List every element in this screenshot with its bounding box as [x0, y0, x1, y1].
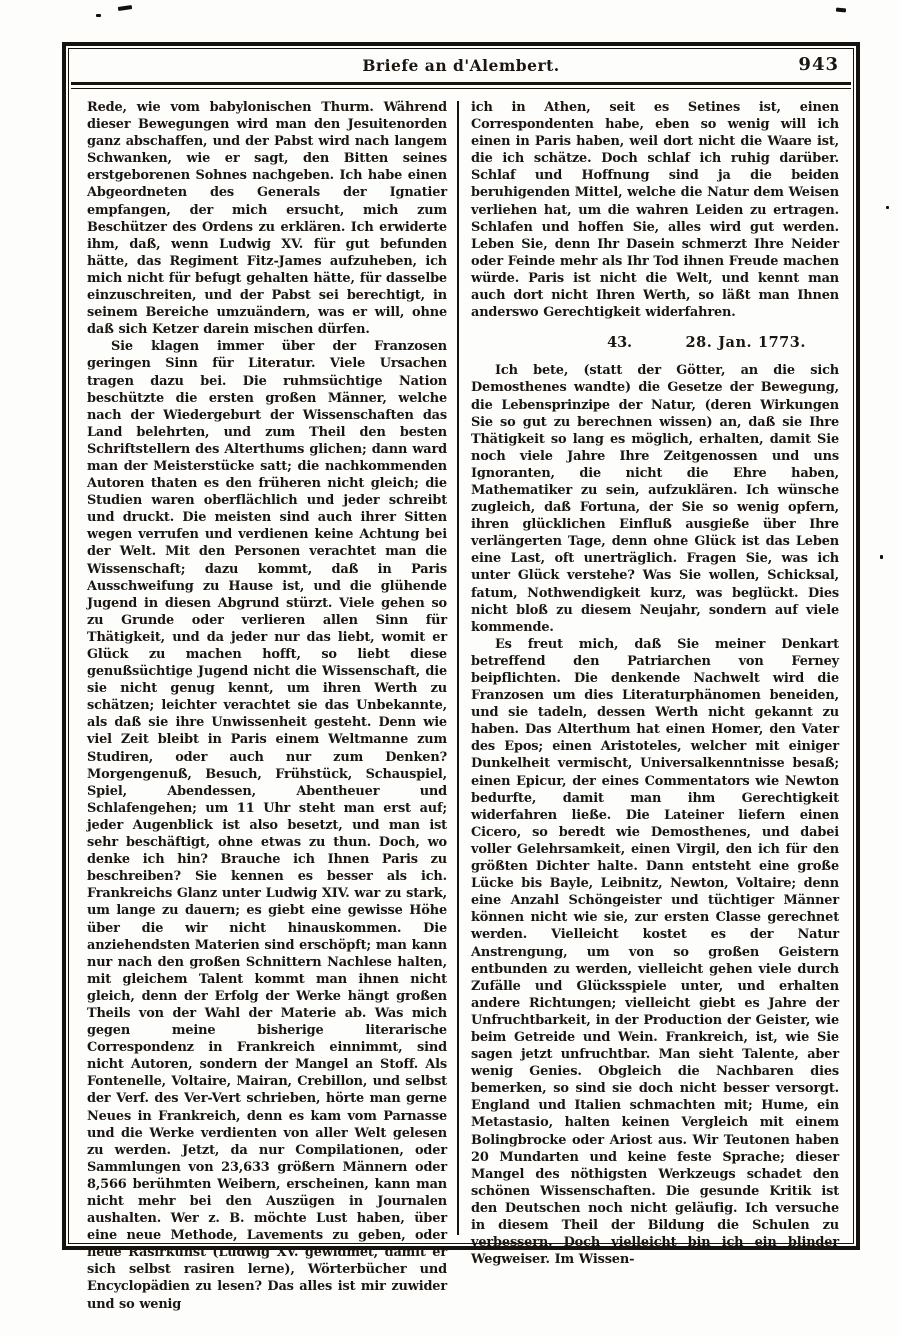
text-columns: [69, 89, 853, 1312]
letter-date: 28. Jan. 1773.: [685, 334, 806, 352]
scan-artifact: [118, 5, 132, 11]
page-number: 943: [798, 54, 839, 75]
scan-artifact: [96, 14, 101, 17]
page-border-frame: [62, 42, 860, 1312]
scan-artifact: [880, 555, 883, 559]
paragraph: Es freut mich, daß Sie meiner Denkart betreffend den Patriarchen von Ferney beipflichten. Die denkende Nachwelt wird die Franzosen um dies Literaturphänomen beneiden, und sie tadeln, dessen Werth nicht gekannt zu haben. Das Alterthum hat einen Homer, den Vater des Epos; einen Aristoteles, welcher mit einiger Dunkelheit vermischt, Universalkenntnisse besaß; einen Epicur, der eines Commentators wie Newton bedurfte, damit man ihm Gerechtigkeit widerfahren ließe. Die Lateiner liefern einen Cicero, so beredt wie Demosthenes, und dabei voller Gelehrsamkeit, einen Virgil, den ich für den größten Dichter halte. Dann entsteht eine große Lücke bis Bayle, Leibnitz, Newton, Voltaire; denn eine Anzahl Schöngeister und tüchtiger Männer können nicht wie sie, zur ersten Classe gerechnet werden. Vielleicht kostet es der Natur Anstrengung, um von so großen Geistern entbunden zu werden, vielleicht gehen viele durch Zufälle und Glücksspiele unter, und erhalten andere Richtungen; vielleicht giebt es Jahre der Unfruchtbarkeit, in der Production der Geister, wie beim Getreide und Wein. Frankreich, ist, wie Sie sagen jetzt unfruchtbar. Man sieht Talente, aber wenig Genies. Obgleich die Nachbaren dies bemerken, so sind sie doch nicht besser versorgt. England und Italien schmachten mit; Hume, ein Metastasio, halten keinen Vergleich mit einem Bolingbrocke oder Ariost aus. Wir Teutonen haben 20 Mundarten und keine feste Sprache; dieser Mangel des nöthigsten Werkzeugs schadet den schönen Wissenschaften. Die gesunde Kritik ist den Deutschen noch nicht geläufig. Ich versuche in diesem Theil der Bildung die Schulen zu verbessern. Doch vielleicht bin ich ein blinder Wegweiser. Im Wissen-: [471, 636, 839, 1268]
paragraph: Rede, wie vom babylonischen Thurm. Während dieser Bewegungen wird man den Jesuitenorden ganz abschaffen, und der Pabst wird nach langem Schwanken, wie er sagt, den Bitten seines erstgeborenen Sohnes nachgeben. Ich habe einen Abgeordneten des Generals der Ignatier empfangen, der mich ersucht, mich zum Beschützer des Ordens zu erklären. Ich erwiderte ihm, daß, wenn Ludwig XV. für gut befunden hätte, das Regiment Fitz-James aufzuheben, ich mich nicht für befugt gehalten hätte, für dasselbe einzuschreiten, und der Pabst sei berechtigt, in seinem Bereiche umzuändern, was er will, ohne daß sich Ketzer darein mischen dürfen.: [87, 100, 447, 338]
letter-number: 43.: [607, 334, 632, 352]
scan-artifact: [886, 206, 889, 209]
letter-heading: [471, 334, 839, 351]
running-title: Briefe an d'Alembert.: [362, 56, 560, 75]
page-border-frame-inner: [68, 48, 854, 1312]
right-column: [459, 99, 839, 1268]
paragraph: Ich bete, (statt der Götter, an die sich Demosthenes wandte) die Gesetze der Bewegung, die Lebensprinzipe der Natur, (deren Wirkungen Sie so gut zu berechnen wissen) an, daß sie Ihre Thätigkeit so lang es möglich, erhalten, damit Sie noch viele Jahre Ihre Zeitgenossen und uns Ignoranten, die nicht die Ehre haben, Mathematiker zu sein, aufzuklären. Ich wünsche zugleich, daß Fortuna, der Sie so wenig opfern, ihren glücklichen Einfluß ausgieße über Ihre verlängerten Tage, denn ohne Glück ist das Leben eine Last, oft unerträglich. Fragen Sie, was ich unter Glück verstehe? Was Sie wollen, Schicksal, fatum, Nothwendigkeit kurz, was beglückt. Dies nicht bloß zu diesem Neujahr, sondern auf viele kommende.: [471, 363, 839, 635]
scan-artifact: [836, 7, 846, 12]
left-column: [87, 99, 457, 1312]
paragraph: ich in Athen, seit es Setines ist, einen Correspondenten habe, eben so wenig will ich einen in Paris haben, weil dort nicht die Waare ist, die ich schätze. Doch schlaf ich ruhig darüber. Schlaf und Hoffnung sind ja die beiden beruhigenden Mittel, welche die Natur dem Weisen verliehen hat, um die wahren Leiden zu ertragen. Schlafen und hoffen Sie, alles wird gut werden. Leben Sie, denn Ihr Dasein schmerzt Ihre Neider oder Feinde mehr als Ihr Tod ihnen Freude machen würde. Paris ist nicht die Welt, und kennt man auch dort nicht Ihren Werth, so läßt man Ihnen anderswo Gerechtigkeit widerfahren.: [471, 100, 839, 321]
paragraph: Sie klagen immer über der Franzosen geringen Sinn für Literatur. Viele Ursachen tragen dazu bei. Die ruhmsüchtige Nation beschützte die ersten großen Männer, welche nach der Wiedergeburt der Wissenschaften das Land belehrten, und zum Theil den besten Schriftstellern des Alterthums glichen; dann ward man der Meisterstücke satt; die nachkommenden Autoren thaten es den früheren nicht gleich; die Studien waren oberflächlich und jeder schreibt und druckt. Die meisten sind auch ihrer Sitten wegen verrufen und verdienen keine Achtung bei der Welt. Mit den Personen verachtet man die Wissenschaft; dazu kommt, daß in Paris Ausschweifung zu Hause ist, und die glühende Jugend in diesen Abgrund stürzt. Viele gehen so zu Grunde oder verlieren allen Sinn für Thätigkeit, und da jeder nur das liebt, womit er Glück zu machen hofft, so liebt diese genußsüchtige Jugend nicht die Wissenschaft, die sie nicht genug kennt, um ihren Werth zu schätzen; leichter verachtet sie das Unbekannte, als daß sie ihre Unwissenheit gesteht. Denn wie viel Zeit bleibt in Paris einem Weltmanne zum Studiren, oder auch nur zum Denken? Morgengenuß, Besuch, Frühstück, Schauspiel, Spiel, Abendessen, Abentheuer und Schlafengehen; um 11 Uhr steht man erst auf; jeder Augenblick ist also besetzt, und man ist sehr beschäftigt, ohne etwas zu thun. Doch, wo denke ich hin? Brauche ich Ihnen Paris zu beschreiben? Sie kennen es besser als ich. Frankreichs Glanz unter Ludwig XIV. war zu stark, um lange zu dauern; es giebt eine gewisse Höhe über die wir nicht hinauskommen. Die anziehendsten Materien sind erschöpft; man kann nur nach den großen Schnittern Nachlese halten, mit gleichem Talent kommt man ihnen nicht gleich, denn der Erfolg der Werke hängt großen Theils von der Wahl der Materie ab. Was mich gegen meine bisherige literarische Correspondenz in Frankreich einnimmt, sind nicht Autoren, sondern der Mangel an Stoff. Als Fontenelle, Voltaire, Mairan, Crebillon, und selbst der Verf. des Ver-Vert schrieben, hörte man gerne Neues in Frankreich, denn es kam vom Parnasse und die Werke verdienten von aller Welt gelesen zu werden. Jetzt, da nur Compilationen, oder Sammlungen von 23,633 größern Männern oder 8,566 berühmten Weibern, erscheinen, kann man nicht mehr bei den Auszügen in Journalen aushalten. Wer z. B. möchte Lust haben, über eine neue Methode, Lavements zu geben, oder neue Rasirkunst (Ludwig XV. gewidmet, damit er sich selbst rasiren lerne), Wörterbücher und Encyclopädien zu lesen? Das alles ist mir zuwider und so wenig: [87, 339, 447, 1312]
page-header: [69, 49, 853, 82]
header-double-rule: [71, 82, 851, 89]
